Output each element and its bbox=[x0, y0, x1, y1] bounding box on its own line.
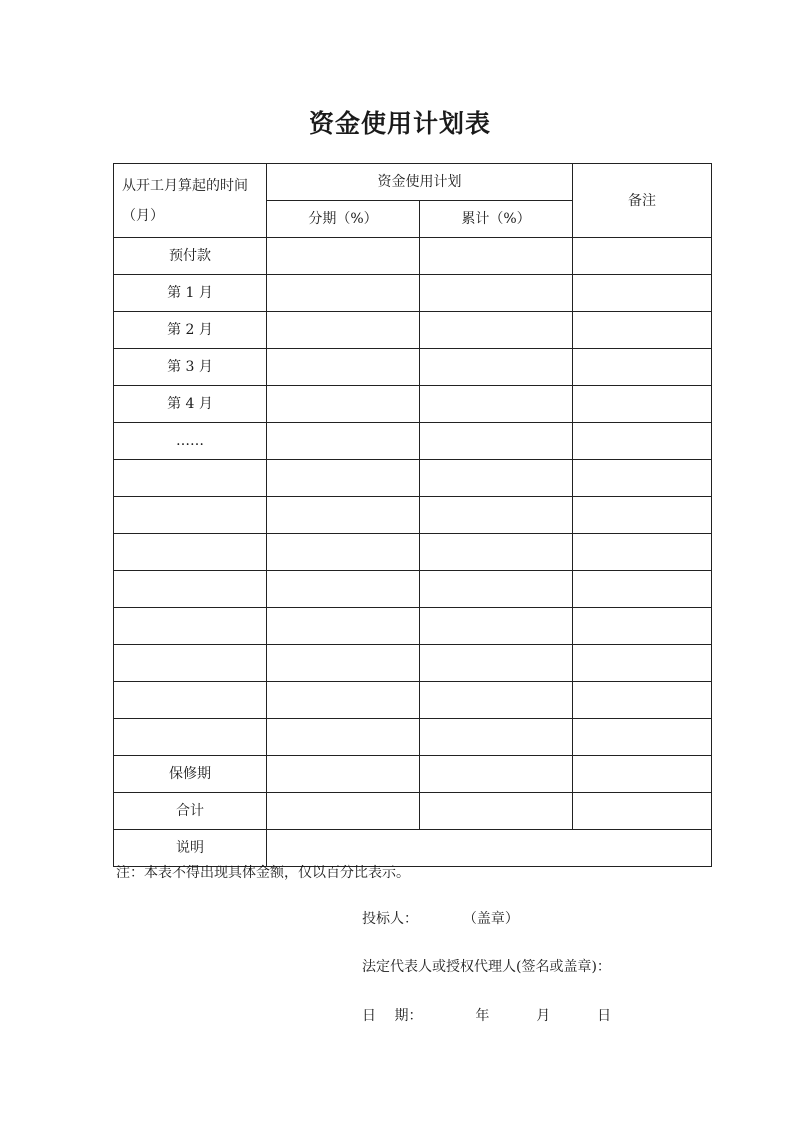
row-remarks-cell bbox=[573, 719, 712, 756]
row-remarks-cell bbox=[573, 349, 712, 386]
row-remarks-cell bbox=[573, 275, 712, 312]
header-cumulative: 累计（%） bbox=[420, 201, 573, 238]
row-installment-cell bbox=[267, 312, 420, 349]
year-label: 年 bbox=[475, 1008, 490, 1024]
row-period-cell: 第 4 月 bbox=[114, 386, 267, 423]
row-installment-cell bbox=[267, 756, 420, 793]
row-remarks-cell bbox=[573, 497, 712, 534]
table-row-explanation bbox=[114, 830, 712, 867]
row-remarks-cell bbox=[573, 423, 712, 460]
row-period-cell: 预付款 bbox=[114, 238, 267, 275]
date-line bbox=[362, 1005, 611, 1025]
row-period-cell bbox=[114, 497, 267, 534]
table-row bbox=[114, 756, 712, 793]
header-installment: 分期（%） bbox=[267, 201, 420, 238]
row-period-cell bbox=[114, 645, 267, 682]
month-label: 月 bbox=[536, 1008, 551, 1024]
row-remarks-cell bbox=[573, 238, 712, 275]
header-fund-plan: 资金使用计划 bbox=[267, 164, 573, 201]
bidder-label: 投标人： bbox=[362, 911, 418, 927]
table-row bbox=[114, 238, 712, 275]
row-installment-cell bbox=[267, 608, 420, 645]
table-row bbox=[114, 275, 712, 312]
row-period-cell bbox=[114, 608, 267, 645]
table-row bbox=[114, 534, 712, 571]
date-label: 日 期： bbox=[362, 1008, 423, 1024]
row-installment-cell bbox=[267, 423, 420, 460]
header-time-from-start: 从开工月算起的时间（月） bbox=[114, 164, 267, 238]
row-period-cell: 保修期 bbox=[114, 756, 267, 793]
row-remarks-cell bbox=[573, 534, 712, 571]
header-remarks: 备注 bbox=[573, 164, 712, 238]
row-cumulative-cell bbox=[420, 460, 573, 497]
seal-label: （盖章） bbox=[462, 911, 519, 927]
row-installment-cell bbox=[267, 645, 420, 682]
table-row bbox=[114, 497, 712, 534]
legal-rep-line: 法定代表人或授权代理人(签名或盖章)： bbox=[362, 959, 611, 975]
table-row bbox=[114, 423, 712, 460]
explanation-label: 说明 bbox=[114, 830, 267, 867]
row-cumulative-cell bbox=[420, 756, 573, 793]
row-remarks-cell bbox=[573, 756, 712, 793]
row-cumulative-cell bbox=[420, 275, 573, 312]
row-period-cell: 第 1 月 bbox=[114, 275, 267, 312]
table-row bbox=[114, 386, 712, 423]
row-period-cell bbox=[114, 460, 267, 497]
row-cumulative-cell bbox=[420, 719, 573, 756]
row-cumulative-cell bbox=[420, 682, 573, 719]
row-cumulative-cell bbox=[420, 497, 573, 534]
row-remarks-cell bbox=[573, 793, 712, 830]
row-remarks-cell bbox=[573, 460, 712, 497]
row-cumulative-cell bbox=[420, 793, 573, 830]
row-remarks-cell bbox=[573, 682, 712, 719]
row-installment-cell bbox=[267, 793, 420, 830]
row-remarks-cell bbox=[573, 571, 712, 608]
row-remarks-cell bbox=[573, 386, 712, 423]
table-row bbox=[114, 793, 712, 830]
row-period-cell: 第 3 月 bbox=[114, 349, 267, 386]
bidder-line bbox=[362, 908, 519, 928]
table-header-row bbox=[114, 164, 712, 201]
row-installment-cell bbox=[267, 534, 420, 571]
row-period-cell bbox=[114, 571, 267, 608]
table-row bbox=[114, 608, 712, 645]
row-remarks-cell bbox=[573, 608, 712, 645]
table-row bbox=[114, 719, 712, 756]
row-period-cell bbox=[114, 719, 267, 756]
table-row bbox=[114, 645, 712, 682]
row-installment-cell bbox=[267, 719, 420, 756]
row-installment-cell bbox=[267, 497, 420, 534]
row-period-cell: 合计 bbox=[114, 793, 267, 830]
row-cumulative-cell bbox=[420, 571, 573, 608]
row-period-cell: …… bbox=[114, 423, 267, 460]
row-remarks-cell bbox=[573, 645, 712, 682]
table-row bbox=[114, 571, 712, 608]
row-cumulative-cell bbox=[420, 349, 573, 386]
row-period-cell: 第 2 月 bbox=[114, 312, 267, 349]
row-installment-cell bbox=[267, 349, 420, 386]
row-cumulative-cell bbox=[420, 608, 573, 645]
row-cumulative-cell bbox=[420, 534, 573, 571]
row-period-cell bbox=[114, 534, 267, 571]
row-remarks-cell bbox=[573, 312, 712, 349]
explanation-cell bbox=[267, 830, 712, 867]
row-cumulative-cell bbox=[420, 386, 573, 423]
row-installment-cell bbox=[267, 275, 420, 312]
row-cumulative-cell bbox=[420, 312, 573, 349]
row-period-cell bbox=[114, 682, 267, 719]
row-installment-cell bbox=[267, 460, 420, 497]
row-cumulative-cell bbox=[420, 238, 573, 275]
table-note: 注：本表不得出现具体金额，仅以百分比表示。 bbox=[116, 865, 410, 881]
row-cumulative-cell bbox=[420, 645, 573, 682]
table-row bbox=[114, 460, 712, 497]
day-label: 日 bbox=[597, 1008, 612, 1024]
row-installment-cell bbox=[267, 682, 420, 719]
row-installment-cell bbox=[267, 571, 420, 608]
table-row bbox=[114, 312, 712, 349]
fund-plan-table bbox=[113, 163, 712, 867]
row-installment-cell bbox=[267, 238, 420, 275]
table-row bbox=[114, 682, 712, 719]
table-row bbox=[114, 349, 712, 386]
document-title: 资金使用计划表 bbox=[308, 109, 491, 138]
row-cumulative-cell bbox=[420, 423, 573, 460]
row-installment-cell bbox=[267, 386, 420, 423]
